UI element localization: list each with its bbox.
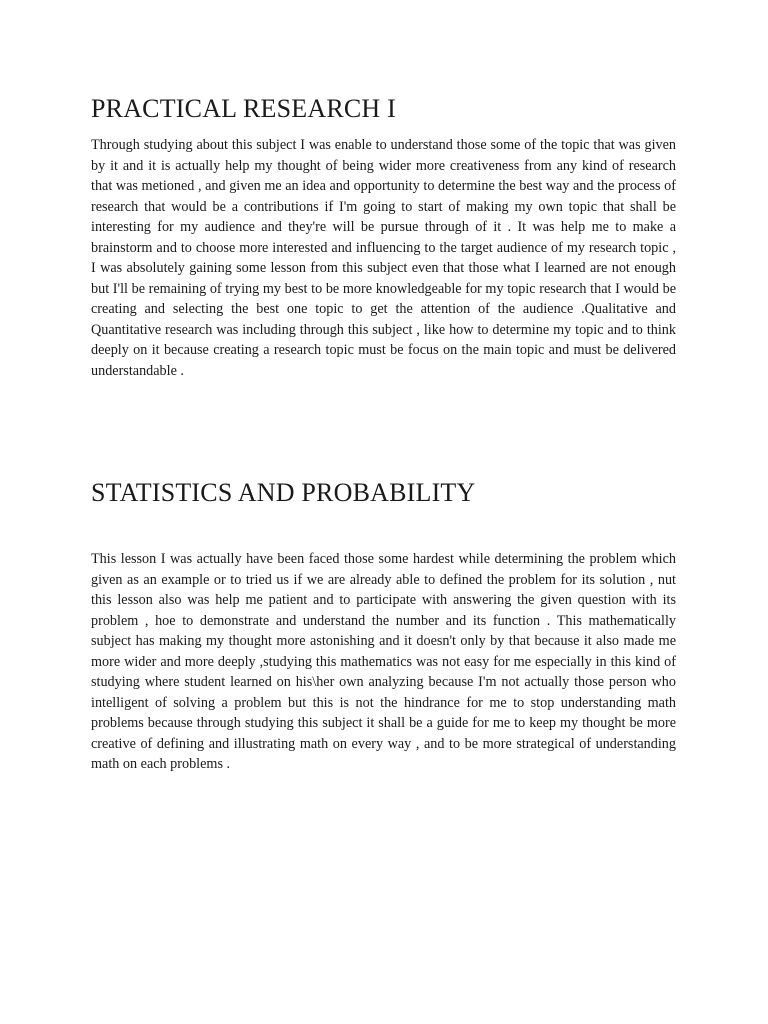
section-body-statistics-probability: This lesson I was actually have been faced those some hardest while determining the problem which given as an example or to tried us if we are already able to defined the problem for its solution , nut this lesson also was help me patient and to participate with answering the given question with its problem , hoe to demonstrate and understand the number and its function . This mathematically subject has making my thought more astonishing and it doesn't only by that because it also made me more wider and more deeply ,studying this mathematics was not easy for me especially in this kind of studying where student learned on his\her own analyzing because I'm not actually those person who intelligent of solving a problem but this is not the hindrance for me to stop understanding math problems because through studying this subject it shall be a guide for me to keep my thought be more creative of defining and illustrating math on every way , and to be more strategical of understanding math on each problems . — [91, 551, 676, 772]
section-title-statistics-probability: STATISTICS AND PROBABILITY — [91, 478, 476, 507]
section-body-practical-research: Through studying about this subject I was enable to understand those some of the topic that was given by it and it is actually help my thought of being wider more creativeness from any kind of research that was metioned , and given me an idea and opportunity to determine the best way and the process of research that would be a contributions if I'm going to start of making my own topic that shall be interesting for my audience and they're will be pursue through of it . It was help me to make a brainstorm and to choose more interested and influencing to the target audience of my research topic , I was absolutely gaining some lesson from this subject even that those what I learned are not enough but I'll be remaining of trying my best to be more knowledgeable for my topic research that I would be creating and selecting the best one topic to get the attention of the audience .Qualitative and Quantitative research was including through this subject , like how to determine my topic and to think deeply on it because creating a research topic must be focus on the main topic and must be delivered understandable . — [91, 137, 676, 379]
section-title-practical-research: PRACTICAL RESEARCH I — [91, 94, 396, 123]
